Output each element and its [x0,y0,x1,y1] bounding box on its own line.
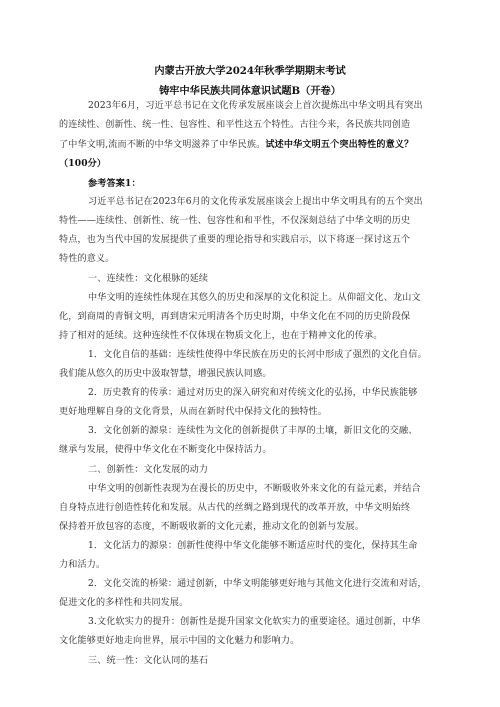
answer-line: 促进文化的多样性和共同发展。 [59,598,189,608]
question-score: （100分） [59,158,107,169]
answer-line: 1．文化自信的基础：连续性使得中华民族在历史的长河中形成了强烈的文化自信。 [88,350,427,360]
answer-line: 特性——连续性、创新性、统一性、包容性和和平性，不仅深刻总结了中华文明的历史 [59,216,411,226]
section-heading: 一、连续性：文化根脉的延续 [88,274,209,284]
answer-line: 继承与发展，使得中华文化在不断变化中保持活力。 [59,445,272,455]
question-line [59,139,413,151]
answer-line: 2．文化交流的桥梁：通过创新，中华文明能够更好地与其他文化进行交流和对话， [88,579,427,589]
answer-label: 参考答案1： [88,178,141,189]
answer-line: 1．文化活力的源泉：创新性使得中华文化能够不断适应时代的变化，保持其生命 [88,541,418,551]
answer-line: 自身特点进行创造性转化和发展。从古代的丝绸之路到现代的改革开放，中华文明始终 [59,503,411,513]
section-heading: 三、统一性：文化认同的基石 [88,656,209,666]
answer-line: 持了相对的延续。这种连续性不仅体现在物质文化上，也在于精神文化的传承。 [59,331,383,341]
answer-line: 化，到商周的青铜文明，再到唐宋元明清各个历史时期，中华文化在不同的历史阶段保 [59,312,411,322]
answer-line: 中华文明的创新性表现为在漫长的历史中，不断吸收外来文化的有益元素，并结合 [88,484,421,494]
exam-subtitle: 铸牢中华民族共同体意识试题B（开卷） [159,85,341,97]
answer-line: 特点，也为当代中国的发展提供了重要的理论指导和实践启示，以下将逐一探讨这五个 [59,235,411,245]
answer-line: 保持着开放包容的态度，不断吸收新的文化元素，推动文化的创新与发展。 [59,522,365,532]
answer-line: 2．历史教育的传承：通过对历史的深入研究和对传统文化的弘扬，中华民族能够 [88,388,418,398]
answer-line: 特性的意义。 [59,254,115,264]
answer-line: 更好地理解自身的文化背景，从而在新时代中保持文化的独特性。 [59,407,328,417]
answer-line: 3.文化软实力的提升：创新性是提升国家文化软实力的重要途径。通过创新，中华 [88,617,421,627]
question-line: 2023年6月，习近平总书记在文化传承发展座谈会上首次提炼出中华文明具有突出 [88,101,423,111]
question-prompt: 试述中华文明五个突出特性的意义？ [265,139,414,150]
answer-line: 我们能从悠久的历史中汲取智慧，增强民族认同感。 [59,369,272,379]
answer-line: 文化能够更好地走向世界，展示中国的文化魅力和影响力。 [59,636,300,646]
question-text: 了中华文明,流而不断的中华文明滋养了中华民族。 [59,140,266,150]
answer-line: 中华文明的连续性体现在其悠久的历史和深厚的文化积淀上。从仰韶文化、龙山文 [88,293,421,303]
answer-line: 3．文化创新的源泉：连续性为文化的创新提供了丰厚的土壤，新旧文化的交融、 [88,426,418,436]
answer-line: 力和活力。 [59,560,106,570]
section-heading: 二、创新性：文化发展的动力 [88,465,209,475]
exam-title: 内蒙古开放大学2024年秋季学期期末考试 [154,65,346,77]
question-line: 的连续性、创新性、统一性、包容性、和平性这五个特性。古往今来，各民族共同创造 [59,120,411,130]
answer-line: 习近平总书记在2023年6月的文化传承发展座谈会上提出中华文明具有的五个突出 [88,197,423,207]
